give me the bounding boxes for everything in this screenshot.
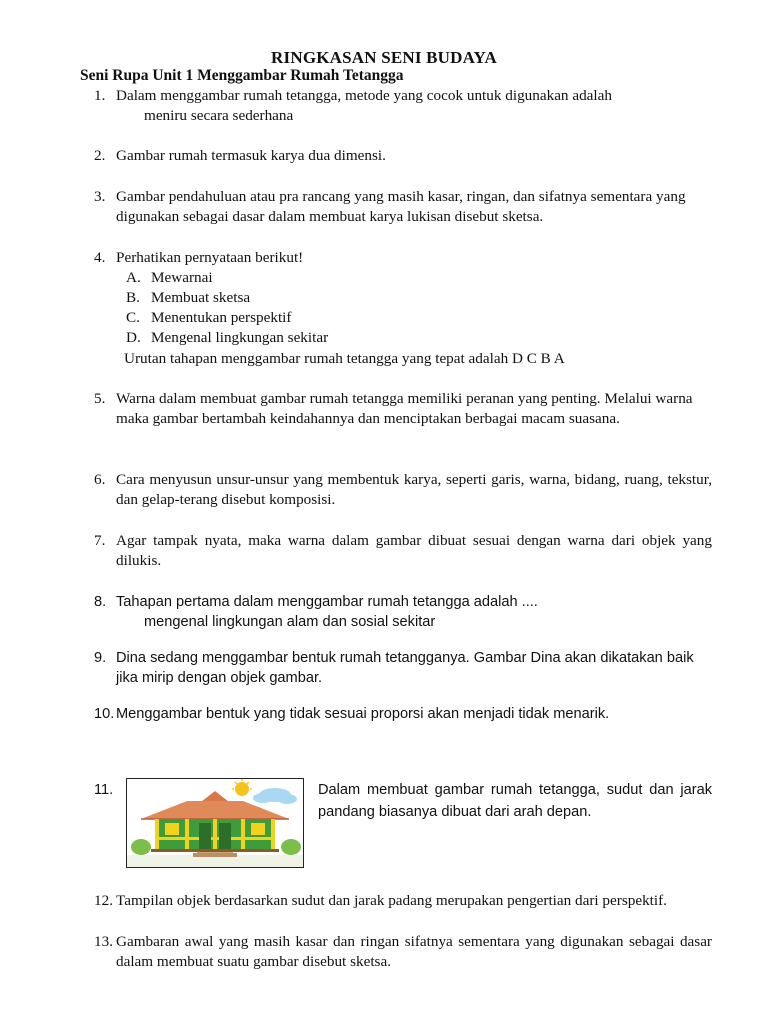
list-item bbox=[94, 187, 712, 227]
item-number: 4. bbox=[94, 249, 106, 266]
item-text: Tahapan pertama dalam menggambar rumah tetangga adalah .... bbox=[116, 594, 538, 610]
item-text: Gambar pendahuluan atau pra rancang yang masih kasar, ringan, dan sifatnya sementara yang digunakan sebagai dasar dalam membuat karya lukisan disebut sketsa. bbox=[116, 188, 686, 225]
list-item bbox=[94, 389, 712, 429]
item-text: Dalam membuat gambar rumah tetangga, sudut dan jarak pandang biasanya dibuat dari arah depan. bbox=[318, 782, 712, 820]
item-text: Gambar rumah termasuk karya dua dimensi. bbox=[116, 147, 386, 164]
item-answer: Urutan tahapan menggambar rumah tetangga yang tepat adalah D C B A bbox=[124, 350, 565, 367]
option-item bbox=[126, 288, 250, 308]
item-number: 13. bbox=[94, 933, 113, 950]
list-item bbox=[94, 648, 712, 688]
item-text: Menggambar bentuk yang tidak sesuai proporsi akan menjadi tidak menarik. bbox=[116, 706, 610, 722]
option-letter: A. bbox=[126, 269, 141, 286]
item-number: 11. bbox=[94, 782, 114, 798]
item-number: 9. bbox=[94, 650, 107, 666]
item-number: 1. bbox=[94, 87, 106, 104]
item-answer: meniru secara sederhana bbox=[144, 107, 294, 124]
item-number: 3. bbox=[94, 188, 106, 205]
item-number: 2. bbox=[94, 147, 106, 164]
item-number: 7. bbox=[94, 532, 106, 549]
list-item bbox=[94, 891, 712, 911]
item-text: Gambaran awal yang masih kasar dan ringan sifatnya sementara yang digunakan sebagai dasar dalam membuat suatu gambar disebut sketsa. bbox=[116, 933, 712, 970]
option-item bbox=[126, 308, 291, 328]
list-item bbox=[94, 146, 712, 166]
list-item bbox=[94, 470, 712, 510]
option-text: Menentukan perspektif bbox=[151, 309, 292, 326]
item-number: 12. bbox=[94, 892, 113, 909]
item-number: 8. bbox=[94, 594, 107, 610]
list-item bbox=[94, 592, 712, 632]
house-picture bbox=[127, 779, 303, 867]
item-text: Warna dalam membuat gambar rumah tetangga memiliki peranan yang penting. Melalui warna maka gambar bertambah keindahannya dan menciptakan berbagai macam suasana. bbox=[116, 390, 693, 427]
item-answer: mengenal lingkungan alam dan sosial sekitar bbox=[144, 614, 436, 630]
item-text: Dina sedang menggambar bentuk rumah tetangganya. Gambar Dina akan dikatakan baik jika mirip dengan objek gambar. bbox=[116, 650, 694, 686]
list-item bbox=[94, 531, 712, 571]
option-text: Mengenal lingkungan sekitar bbox=[151, 329, 329, 346]
option-text: Mewarnai bbox=[151, 269, 213, 286]
item-text: Perhatikan pernyataan berikut! bbox=[116, 249, 304, 266]
item-text: Cara menyusun unsur-unsur yang membentuk karya, seperti garis, warna, bidang, ruang, tekstur, dan gelap-terang disebut komposisi. bbox=[116, 471, 712, 508]
option-item bbox=[126, 328, 328, 348]
item-number: 6. bbox=[94, 471, 106, 488]
house-illustration bbox=[126, 778, 304, 868]
list-item bbox=[94, 248, 712, 268]
sun-icon bbox=[235, 782, 249, 796]
option-letter: D. bbox=[126, 329, 141, 346]
item-text: Agar tampak nyata, maka warna dalam gambar dibuat sesuai dengan warna dari objek yang dilukis. bbox=[116, 532, 712, 569]
item-number: 10. bbox=[94, 706, 115, 722]
item-text: Dalam menggambar rumah tetangga, metode yang cocok untuk digunakan adalah bbox=[116, 87, 612, 104]
option-item bbox=[126, 268, 213, 288]
item-number: 5. bbox=[94, 390, 106, 407]
item-text: Tampilan objek berdasarkan sudut dan jarak padang merupakan pengertian dari perspektif. bbox=[116, 892, 667, 909]
list-item bbox=[94, 704, 712, 724]
document-title: RINGKASAN SENI BUDAYA bbox=[271, 48, 497, 67]
list-item bbox=[94, 932, 712, 972]
option-letter: C. bbox=[126, 309, 140, 326]
option-letter: B. bbox=[126, 289, 140, 306]
list-item bbox=[94, 86, 712, 126]
option-text: Membuat sketsa bbox=[151, 289, 251, 306]
document-subtitle: Seni Rupa Unit 1 Menggambar Rumah Tetangga bbox=[80, 67, 404, 84]
